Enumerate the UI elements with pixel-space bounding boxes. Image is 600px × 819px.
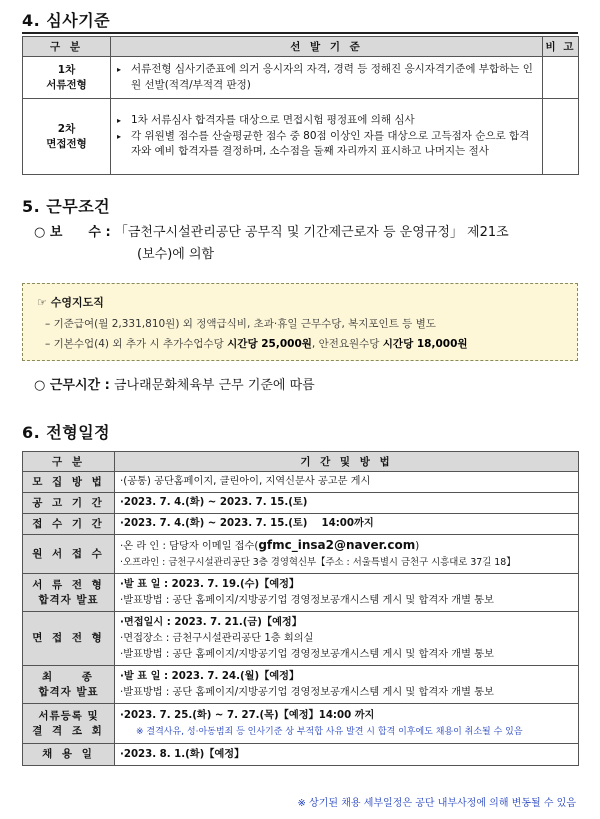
desc-line: ·면접일시 : 2023. 7. 21.(금)【예정】 <box>120 616 302 628</box>
label-line-1: 최 종 <box>42 670 95 683</box>
contact-email[interactable]: gfmc_insa2@naver.com <box>258 538 416 552</box>
schedule-desc: ·(공통) 공단홈페이지, 클린아이, 지역신문사 공고문 게시 <box>115 472 579 493</box>
pay-row <box>34 223 509 243</box>
desc-line: ·발 표 일 : 2023. 7. 19.(수)【예정】 <box>120 578 300 590</box>
criteria-table <box>22 36 579 175</box>
schedule-header-row <box>23 452 579 472</box>
section-4-rule <box>22 32 578 34</box>
triangle-bullet-icon: ▸ <box>117 131 122 141</box>
desc-line: ·면접장소 : 금천구시설관리공단 1층 회의실 <box>120 632 314 644</box>
label-line-2: 합격자 발표 <box>38 593 99 606</box>
schedule-footnote: ※ 상기된 채용 세부일정은 공단 내부사정에 의해 변동될 수 있음 <box>297 798 576 809</box>
schedule-label: 채 용 일 <box>23 744 115 766</box>
schedule-table <box>22 451 579 766</box>
desc-line: ·발 표 일 : 2023. 7. 24.(월)【예정】 <box>120 670 300 682</box>
note-line-2 <box>45 336 468 351</box>
desc-line: ·발표방법 : 공단 홈페이지/지방공기업 경영정보공개시스템 게시 및 합격자 개별 통보 <box>120 594 494 606</box>
schedule-row <box>23 666 579 704</box>
criteria-remark <box>543 99 579 175</box>
schedule-desc <box>115 535 579 574</box>
criteria-text: 각 위원별 점수를 산술평균한 점수 중 80점 이상인 자를 대상으로 고득점자 순으로 합격자와 예비 합격자를 결정하며, 소수점을 둘째 자리까지 표시하고 나머지는 절사 <box>131 129 530 158</box>
section-6-title: 6. 전형일정 <box>22 423 111 442</box>
schedule-row <box>23 612 579 666</box>
triangle-bullet-icon: ▸ <box>117 116 122 126</box>
section-5-title: 5. 근무조건 <box>22 197 111 216</box>
schedule-label <box>23 574 115 612</box>
header-method: 기 간 및 방 법 <box>115 452 579 472</box>
offline-line: ·오프라인 : 금천구시설관리공단 3층 경영혁신부【주소 : 서울특별시 금천구 시흥대로 37길 18】 <box>120 557 516 568</box>
schedule-row <box>23 514 579 535</box>
hours-text: 금나래문화체육부 근무 기준에 따름 <box>113 378 315 393</box>
note-line-2-mid: , 안전요원수당 <box>311 338 383 350</box>
swim-instructor-note <box>22 283 578 361</box>
online-pre: ·온 라 인 : 담당자 이메일 접수( <box>120 541 259 552</box>
criteria-header-row <box>23 37 579 57</box>
label-line-1: 서류등록 및 <box>38 709 99 722</box>
schedule-label <box>23 666 115 704</box>
criteria-row <box>23 99 579 175</box>
schedule-label: 접 수 기 간 <box>23 514 115 535</box>
header-criteria: 선 발 기 준 <box>111 37 543 57</box>
schedule-label: 면 접 전 형 <box>23 612 115 666</box>
stage-name: 면접전형 <box>46 137 87 150</box>
note-line-2-pre: – 기본수업(4) 외 추가 시 추가수업수당 <box>45 338 228 350</box>
header-category: 구 분 <box>23 37 111 57</box>
criteria-remark <box>543 57 579 99</box>
schedule-desc <box>115 704 579 744</box>
schedule-desc <box>115 612 579 666</box>
criteria-text: 서류전형 심사기준표에 의거 응시자의 자격, 경력 등 정해진 응시자격기준에 부합하는 인원 선발(적격/부적격 판정) <box>131 63 533 91</box>
stage-name: 서류전형 <box>46 78 87 91</box>
schedule-desc <box>115 574 579 612</box>
schedule-row <box>23 535 579 574</box>
criteria-desc <box>111 99 543 175</box>
stage-number: 1차 <box>57 63 76 76</box>
pay-label: ○ 보 수 : <box>34 225 111 240</box>
online-post: ) <box>415 541 420 552</box>
label-line-2: 결 격 조 회 <box>32 724 105 737</box>
schedule-row <box>23 493 579 514</box>
note-title: ☞ 수영지도직 <box>37 296 104 309</box>
schedule-row <box>23 744 579 766</box>
schedule-desc: ·2023. 8. 1.(화)【예정】 <box>115 744 579 766</box>
criteria-desc <box>111 57 543 99</box>
hours-row <box>34 376 315 396</box>
section-4-title: 4. 심사기준 <box>22 11 111 30</box>
stage-number: 2차 <box>57 122 76 135</box>
desc-line: ·2023. 7. 25.(화) ~ 7. 27.(목)【예정】14:00 까지 <box>120 709 375 721</box>
disqualification-note: ※ 결격사유, 성·아동범죄 등 인사기준 상 부적합 사유 발견 시 합격 이후에도 채용이 취소될 수 있음 <box>136 726 523 737</box>
criteria-text: 1차 서류심사 합격자를 대상으로 면접시험 평정표에 의해 심사 <box>131 114 415 127</box>
desc-line: ·발표방법 : 공단 홈페이지/지방공기업 경영정보공개시스템 게시 및 합격자 개별 통보 <box>120 686 494 698</box>
header-category: 구 분 <box>23 452 115 472</box>
note-rate-1: 시간당 25,000원 <box>227 338 312 350</box>
online-line <box>120 537 573 555</box>
header-remark: 비 고 <box>543 37 579 57</box>
desc-line: ·발표방법 : 공단 홈페이지/지방공기업 경영정보공개시스템 게시 및 합격자 개별 통보 <box>120 648 494 660</box>
note-rate-2: 시간당 18,000원 <box>382 338 468 350</box>
hours-label: ○ 근무시간 : <box>34 378 110 393</box>
label-line-2: 합격자 발표 <box>38 685 99 698</box>
criteria-row <box>23 57 579 99</box>
schedule-desc <box>115 666 579 704</box>
triangle-bullet-icon: ▸ <box>117 65 122 74</box>
schedule-label: 원 서 접 수 <box>23 535 115 574</box>
label-line-1: 서 류 전 형 <box>32 578 105 591</box>
schedule-label: 공 고 기 간 <box>23 493 115 514</box>
schedule-row <box>23 472 579 493</box>
note-line-1: – 기준급여(월 2,331,810원) 외 정액급식비, 초과·휴일 근무수당, 복지포인트 등 별도 <box>45 318 436 330</box>
schedule-label <box>23 704 115 744</box>
criteria-label <box>23 57 111 99</box>
schedule-row <box>23 704 579 744</box>
schedule-desc: ·2023. 7. 4.(화) ~ 2023. 7. 15.(토) 14:00까지 <box>115 514 579 535</box>
criteria-label <box>23 99 111 175</box>
schedule-row <box>23 574 579 612</box>
schedule-desc: ·2023. 7. 4.(화) ~ 2023. 7. 15.(토) <box>115 493 579 514</box>
pay-text-cont: (보수)에 의함 <box>137 247 215 262</box>
schedule-label: 모 집 방 법 <box>23 472 115 493</box>
pay-text: 「금천구시설관리공단 공무직 및 기간제근로자 등 운영규정」 제21조 <box>114 225 509 240</box>
